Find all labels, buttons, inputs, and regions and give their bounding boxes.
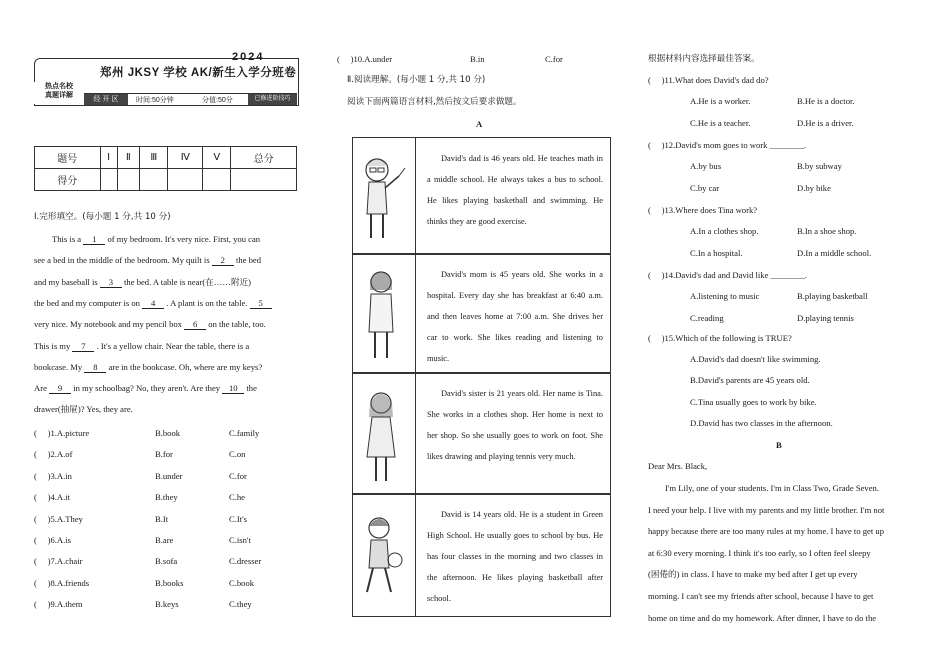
choice-option[interactable]: B.David's parents are 45 years old. <box>690 375 810 386</box>
question-text: )13.Where does Tina work? <box>661 205 758 215</box>
answer-blank[interactable]: 7 <box>72 341 94 352</box>
passage-text: very nice. My notebook and my pencil box <box>34 319 182 330</box>
answer-paren[interactable]: ( <box>34 449 48 460</box>
option-b: B.are <box>155 535 174 545</box>
choice-a[interactable]: A.by bus <box>690 161 722 171</box>
answer-paren[interactable]: ( <box>337 54 351 64</box>
option-row <box>34 449 72 459</box>
badge-line2: 真题详解 <box>45 92 73 99</box>
option-a: )1.A.picture <box>47 428 90 438</box>
dad-illustration <box>353 138 416 254</box>
option-b: B.for <box>155 449 173 460</box>
option-row <box>34 428 89 438</box>
score-cell[interactable] <box>203 169 231 191</box>
answer-blank[interactable]: 8 <box>84 362 106 373</box>
option-a: )8.A.friends <box>47 577 90 588</box>
section2-title: Ⅱ.阅读理解。(每小题 1 分,共 10 分) <box>347 75 486 85</box>
question-row <box>648 75 769 85</box>
passage-text: drawer(抽屉)? Yes, they are. <box>34 404 133 415</box>
option-a: )3.A.in <box>47 470 72 481</box>
time-label: 时间:50分钟 <box>136 97 174 104</box>
passage-text: see a bed in the middle of the bedroom. My quilt is <box>34 255 210 266</box>
question-row <box>648 140 806 150</box>
choice-c[interactable]: C.He is a teacher. <box>690 118 751 128</box>
question-text: )14.David's dad and David like ________. <box>661 270 808 280</box>
answer-paren[interactable]: ( <box>34 513 48 524</box>
letter-line: morning. I can't see my friends after school, because I have to get <box>648 591 874 601</box>
question-row <box>648 270 807 280</box>
answer-blank[interactable]: 6 <box>184 319 206 330</box>
choice-d[interactable]: D.He is a driver. <box>797 118 854 128</box>
answer-paren[interactable]: ( <box>648 270 662 280</box>
score-cell[interactable] <box>117 169 140 191</box>
score-table-score-row <box>35 169 297 191</box>
option-c: C.book <box>229 577 255 588</box>
answer-blank[interactable]: 2 <box>212 255 234 266</box>
passage-line <box>34 298 272 309</box>
answer-paren[interactable]: ( <box>34 556 48 567</box>
option-row <box>34 514 83 524</box>
choice-a[interactable]: A.listening to music <box>690 291 760 301</box>
passage-text: are in the bookcase. Oh, where are my keys? <box>108 361 263 372</box>
answer-paren[interactable]: ( <box>34 535 48 545</box>
letter-line: home on time and do my homework. After dinner, I have to do the <box>648 612 877 623</box>
choice-c[interactable]: C.by car <box>690 183 720 193</box>
question-row <box>648 205 757 215</box>
passage-text: bookcase. My <box>34 361 83 372</box>
answer-paren[interactable]: ( <box>648 333 662 343</box>
passage-line <box>34 404 133 414</box>
option-a: )5.A.They <box>47 513 83 524</box>
option-c: C.they <box>229 599 252 610</box>
score-cell[interactable] <box>231 169 297 191</box>
answer-paren[interactable]: ( <box>34 599 48 610</box>
choice-b[interactable]: B.In a shoe shop. <box>797 226 857 236</box>
badge-line1: 热点名校 <box>45 83 73 90</box>
header-badge <box>34 82 84 104</box>
question-text: )11.What does David's dad do? <box>661 75 769 85</box>
choice-d[interactable]: D.playing tennis <box>797 313 854 323</box>
option-b: B.book <box>155 428 181 438</box>
answer-paren[interactable]: ( <box>648 140 662 150</box>
answer-paren[interactable]: ( <box>34 492 48 503</box>
passage-line <box>34 383 257 394</box>
letter-line: (困倦的) in class. I have to make my bed after I get up every <box>648 569 858 580</box>
passage-text: the bed and my computer is on <box>34 297 140 308</box>
choice-b[interactable]: B.by subway <box>797 161 842 171</box>
answer-paren[interactable]: ( <box>648 205 662 215</box>
passage-line <box>34 362 262 373</box>
answer-paren[interactable]: ( <box>34 470 48 481</box>
option-c: C.dresser <box>229 556 262 567</box>
option-a: )6.A.is <box>47 535 72 545</box>
passage-text: This is a <box>52 234 82 244</box>
option-row <box>34 471 72 481</box>
question-row <box>648 333 792 343</box>
q10-option-c: C.for <box>545 54 563 64</box>
choice-b[interactable]: B.playing basketball <box>797 291 868 301</box>
choice-c[interactable]: C.In a hospital. <box>690 248 743 258</box>
passage-b-label: B <box>776 440 782 450</box>
passage-card-dad <box>352 137 611 255</box>
score-header-cell: Ⅴ <box>203 147 231 169</box>
score-header-cell: Ⅱ <box>117 147 140 169</box>
sister-illustration <box>353 373 416 494</box>
answer-blank[interactable]: 1 <box>83 234 105 245</box>
answer-paren[interactable]: ( <box>648 75 662 85</box>
answer-blank[interactable]: 9 <box>49 383 71 394</box>
right-instruction: 根据材料内容选择最佳答案。 <box>648 54 760 64</box>
score-header-cell: Ⅲ <box>140 147 168 169</box>
passage-card-mom <box>352 253 611 374</box>
choice-d[interactable]: D.by bike <box>797 183 831 193</box>
answer-blank[interactable]: 5 <box>250 298 272 309</box>
card-text: David's mom is 45 years old. She works in a hospital. Every day she has breakfast at 6:40 a.m. and then leaves home at 7:00 a.m. She drives her car to work. She likes reading and listening to music. <box>427 270 603 363</box>
card-text: David's sister is 21 years old. Her name is Tina. She works in a clothes shop. Her home is next to her shop. So she usually goes to work on foot. She likes drawing and playing tennis very much. <box>427 389 603 461</box>
letter-line: I need your help. I live with my parents and my little brother. I'm not <box>648 504 885 515</box>
answer-blank[interactable]: 4 <box>142 298 164 309</box>
option-a: )2.A.of <box>47 449 73 460</box>
answer-paren[interactable]: ( <box>34 577 48 588</box>
score-cell[interactable] <box>100 169 117 191</box>
passage-text: and my baseball is <box>34 276 98 287</box>
passage-text: the bed <box>235 255 262 266</box>
tag-label: 已修进阶技巧 <box>248 94 297 105</box>
q10-row <box>337 54 392 64</box>
question-text: )12.David's mom goes to work ________. <box>661 140 807 150</box>
score-label: 分值:50分 <box>202 97 233 104</box>
passage-text: . It's a yellow chair. Near the table, there is a <box>96 340 250 351</box>
passage-card-david <box>352 493 611 617</box>
option-b: B.under <box>155 470 183 481</box>
option-c: C.family <box>229 428 260 438</box>
option-b: B.sofa <box>155 556 178 567</box>
passage-a-label: A <box>476 119 483 129</box>
option-a: )9.A.them <box>47 599 83 610</box>
option-b: B.keys <box>155 599 179 610</box>
choice-option[interactable]: D.David has two classes in the afternoon. <box>690 417 833 428</box>
option-c: C.It's <box>229 513 248 524</box>
score-header-cell: 题号 <box>35 147 101 169</box>
passage-text: in my schoolbag? No, they aren't. Are they <box>73 383 221 394</box>
question-text: )15.Which of the following is TRUE? <box>661 333 792 343</box>
passage-line <box>52 234 260 245</box>
passage-line <box>34 319 266 330</box>
letter-line: at 6:30 every morning. I think it's too early, so I often feel sleepy <box>648 547 871 558</box>
passage-text: the bed. A table is near(在……附近) <box>124 276 252 287</box>
passage-line <box>34 341 249 352</box>
score-row-label: 得分 <box>35 169 101 191</box>
passage-line <box>34 255 261 266</box>
q10-option-b: B.in <box>470 54 485 64</box>
option-b: B.books <box>155 577 184 588</box>
score-header-cell: Ⅰ <box>100 147 117 169</box>
score-header-cell: Ⅳ <box>168 147 203 169</box>
letter-salutation: Dear Mrs. Black, <box>648 461 708 471</box>
score-cell[interactable] <box>140 169 168 191</box>
option-row <box>34 492 70 502</box>
option-b: B.they <box>155 492 178 503</box>
choice-option[interactable]: C.Tina usually goes to work by bike. <box>690 396 817 407</box>
option-row <box>34 556 82 566</box>
choice-b[interactable]: B.He is a doctor. <box>797 96 855 106</box>
choice-a[interactable]: A.He is a worker. <box>690 96 751 106</box>
year-badge: 2024 <box>232 51 265 63</box>
letter-line: I'm Lily, one of your students. I'm in Class Two, Grade Seven. <box>665 483 879 493</box>
choice-a[interactable]: A.In a clothes shop. <box>690 226 759 236</box>
option-row <box>34 535 71 545</box>
option-row <box>34 599 82 609</box>
choice-c[interactable]: C.reading <box>690 313 724 323</box>
passage-text: . A plant is on the table. <box>166 297 248 308</box>
score-header-cell: 总分 <box>231 147 297 169</box>
passage-card-sister <box>352 372 611 495</box>
option-a: )7.A.chair <box>47 556 83 567</box>
david-illustration <box>353 494 416 616</box>
score-table <box>34 146 297 191</box>
option-b: B.It <box>155 513 169 524</box>
option-c: C.he <box>229 492 245 503</box>
passage-text: Are <box>34 383 47 394</box>
card-text: David is 14 years old. He is a student in Green High School. He usually goes to school by bus. He has four classes in the morning and two classes in the afternoon. He likes playing basketball after school. <box>427 510 603 603</box>
option-c: C.isn't <box>229 535 251 545</box>
mom-illustration <box>353 254 416 373</box>
district-label: 经 开 区 <box>84 94 128 105</box>
passage-text: the <box>246 383 257 394</box>
choice-d[interactable]: D.In a middle school. <box>797 248 872 258</box>
passage-line <box>34 277 251 288</box>
option-c: C.for <box>229 470 247 481</box>
answer-paren[interactable]: ( <box>34 428 48 438</box>
option-row <box>34 578 89 588</box>
option-a: )4.A.it <box>47 492 71 503</box>
passage-text: on the table, too. <box>208 319 266 330</box>
section1-title: Ⅰ.完形填空。(每小题 1 分,共 10 分) <box>34 212 171 222</box>
answer-blank[interactable]: 3 <box>100 277 122 288</box>
passage-text: This is my <box>34 340 71 351</box>
card-text: David's dad is 46 years old. He teaches math in a middle school. He always takes a bus to school. He likes playing basketball and swimming. He thinks they are good exercise. <box>427 154 603 226</box>
passage-text: of my bedroom. It's very nice. First, you can <box>107 234 261 244</box>
letter-line: happy because there are too many rules at my home. I have to get up <box>648 526 885 537</box>
option-c: C.on <box>229 449 246 460</box>
section2-instruction: 阅读下面两篇语言材料,然后按文后要求做题。 <box>347 97 522 107</box>
answer-blank[interactable]: 10 <box>222 383 244 394</box>
q10-option-a: )10.A.under <box>350 54 393 64</box>
header-info-bar <box>84 93 297 105</box>
choice-option[interactable]: A.David's dad doesn't like swimming. <box>690 354 821 364</box>
exam-title: 郑州 JKSY 学校 AK/新生入学分班卷 <box>100 67 297 79</box>
score-cell[interactable] <box>168 169 203 191</box>
score-table-header-row <box>35 147 297 169</box>
